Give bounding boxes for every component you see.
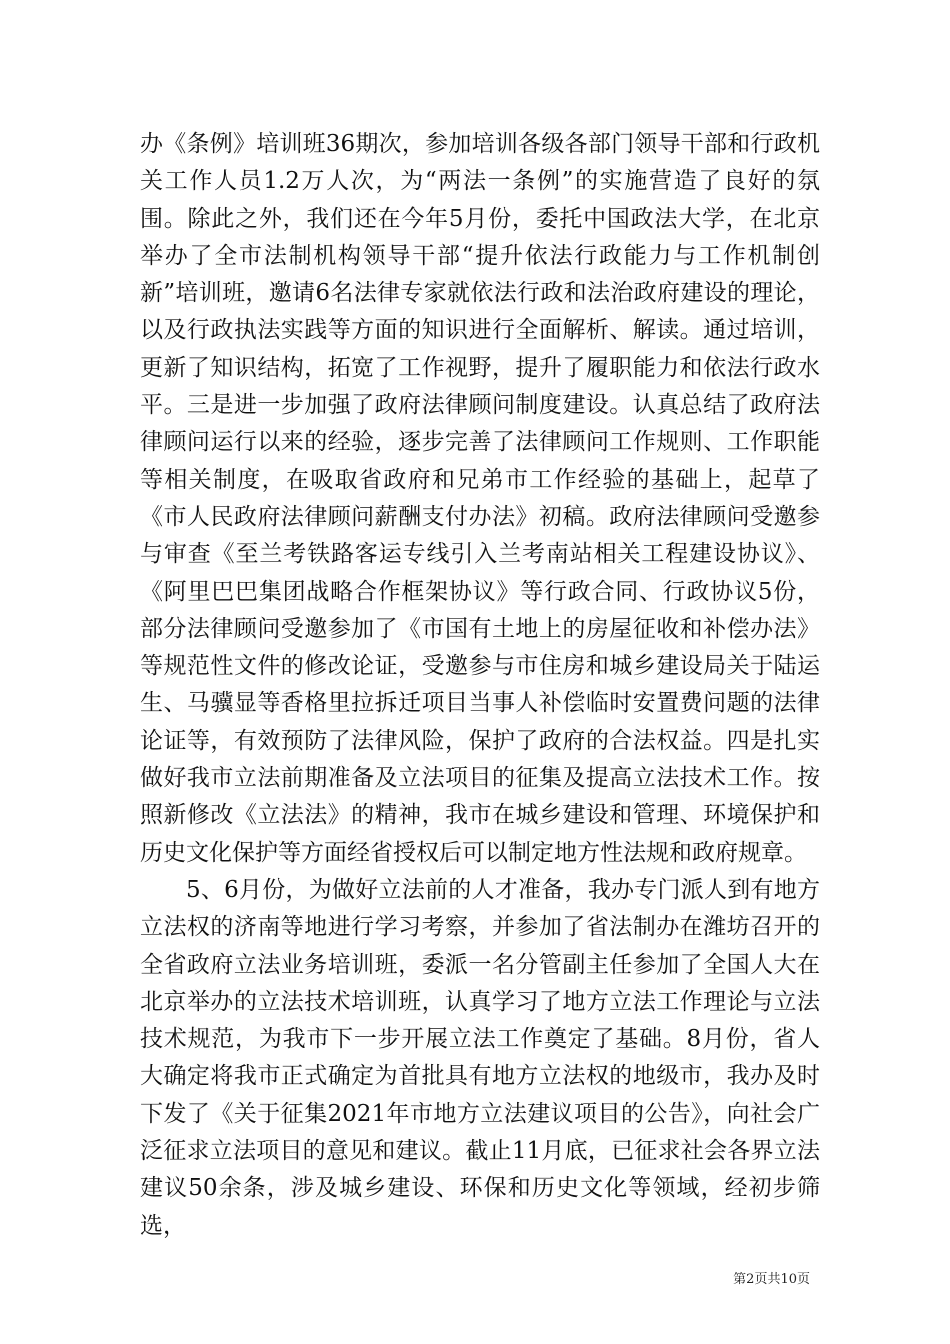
- paragraph-2: 5、6月份，为做好立法前的人才准备，我办专门派人到有地方立法权的济南等地进行学习考察，并参加了省法制办在潍坊召开的全省政府立法业务培训班，委派一名分管副主任参加了全国人大在北京举办的立法技术培训班，认真学习了地方立法工作理论与立法技术规范，为我市下一步开展立法工作奠定了基础。8月份，省人大确定将我市正式确定为首批具有地方立法权的地级市，我办及时下发了《关于征集2021年市地方立法建议项目的公告》，向社会广泛征求立法项目的意见和建议。截止11月底，已征求社会各界立法建议50余条，涉及城乡建设、环保和历史文化等领域，经初步筛选，: [140, 876, 820, 1239]
- body-text: [140, 126, 820, 1245]
- page-footer: [0, 1268, 950, 1287]
- page-number: 第2页共10页: [733, 1272, 810, 1287]
- paragraph-1: 办《条例》培训班36期次，参加培训各级各部门领导干部和行政机关工作人员1.2万人次，为“两法一条例”的实施营造了良好的氛围。除此之外，我们还在今年5月份，委托中国政法大学，在北京举办了全市法制机构领导干部“提升依法行政能力与工作机制创新”培训班，邀请6名法律专家就依法行政和法治政府建设的理论，以及行政执法实践等方面的知识进行全面解析、解读。通过培训，更新了知识结构，拓宽了工作视野，提升了履职能力和依法行政水平。三是进一步加强了政府法律顾问制度建设。认真总结了政府法律顾问运行以来的经验，逐步完善了法律顾问工作规则、工作职能等相关制度，在吸取省政府和兄弟市工作经验的基础上，起草了《市人民政府法律顾问薪酬支付办法》初稿。政府法律顾问受邀参与审查《至兰考铁路客运专线引入兰考南站相关工程建设协议》、《阿里巴巴集团战略合作框架协议》等行政合同、行政协议5份，部分法律顾问受邀参加了《市国有土地上的房屋征收和补偿办法》等规范性文件的修改论证，受邀参与市住房和城乡建设局关于陆运生、马骥显等香格里拉拆迁项目当事人补偿临时安置费问题的法律论证等，有效预防了法律风险，保护了政府的合法权益。四是扎实做好我市立法前期准备及立法项目的征集及提高立法技术工作。按照新修改《立法法》的精神，我市在城乡建设和管理、环境保护和历史文化保护等方面经省授权后可以制定地方性法规和政府规章。: [140, 131, 820, 866]
